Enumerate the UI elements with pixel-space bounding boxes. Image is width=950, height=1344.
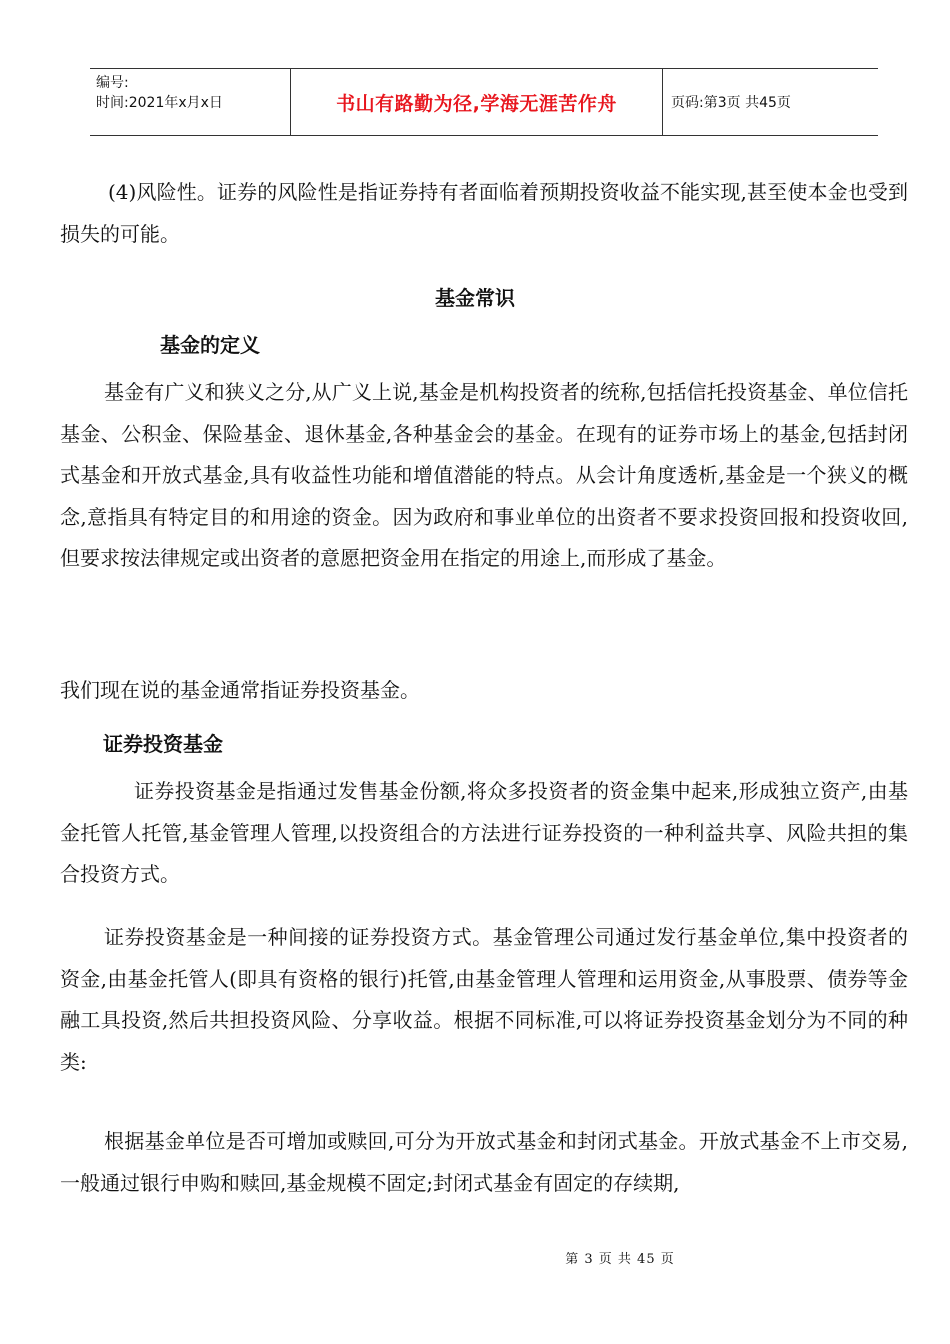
paragraph-securities-note: 我们现在说的基金通常指证券投资基金。 (60, 678, 420, 702)
section-title: 基金常识 (435, 286, 515, 310)
document-number-label: 编号: (96, 75, 129, 91)
header-motto: 书山有路勤为径,学海无涯苦作舟 (291, 69, 663, 135)
heading-securities-fund: 证券投资基金 (103, 732, 223, 756)
paragraph-open-closed: 根据基金单位是否可增加或赎回,可分为开放式基金和封闭式基金。开放式基金不上市交易,一般通过银行申购和赎回,基金规模不固定;封闭式基金有固定的存续期, (60, 1129, 908, 1195)
document-header (90, 68, 878, 136)
paragraph-securities-indirect: 证券投资基金是一种间接的证券投资方式。基金管理公司通过发行基金单位,集中投资者的资金,由基金托管人(即具有资格的银行)托管,由基金管理人管理和运用资金,从事股票、债券等金融工具投资,然后共担投资风险、分享收益。根据不同标准,可以将证券投资基金划分为不同的种类: (60, 925, 908, 1074)
paragraph-risk: (4)风险性。证券的风险性是指证券持有者面临着预期投资收益不能实现,甚至使本金也受到损失的可能。 (60, 180, 908, 246)
page-footer: 第 3 页 共 45 页 (565, 1252, 675, 1267)
heading-definition: 基金的定义 (160, 333, 260, 357)
header-meta (90, 69, 291, 135)
paragraph-securities-definition: 证券投资基金是指通过发售基金份额,将众多投资者的资金集中起来,形成独立资产,由基金托管人托管,基金管理人管理,以投资组合的方法进行证券投资的一种利益共享、风险共担的集合投资方式。 (60, 779, 908, 886)
document-time-label: 时间:2021年x月x日 (96, 95, 223, 111)
header-page-number: 页码:第3页 共45页 (671, 95, 791, 111)
paragraph-definition: 基金有广义和狭义之分,从广义上说,基金是机构投资者的统称,包括信托投资基金、单位信托基金、公积金、保险基金、退休基金,各种基金会的基金。在现有的证券市场上的基金,包括封闭式基金和开放式基金,具有收益性功能和增值潜能的特点。从会计角度透析,基金是一个狭义的概念,意指具有特定目的和用途的资金。因为政府和事业单位的出资者不要求投资回报和投资收回,但要求按法律规定或出资者的意愿把资金用在指定的用途上,而形成了基金。 (60, 380, 908, 570)
